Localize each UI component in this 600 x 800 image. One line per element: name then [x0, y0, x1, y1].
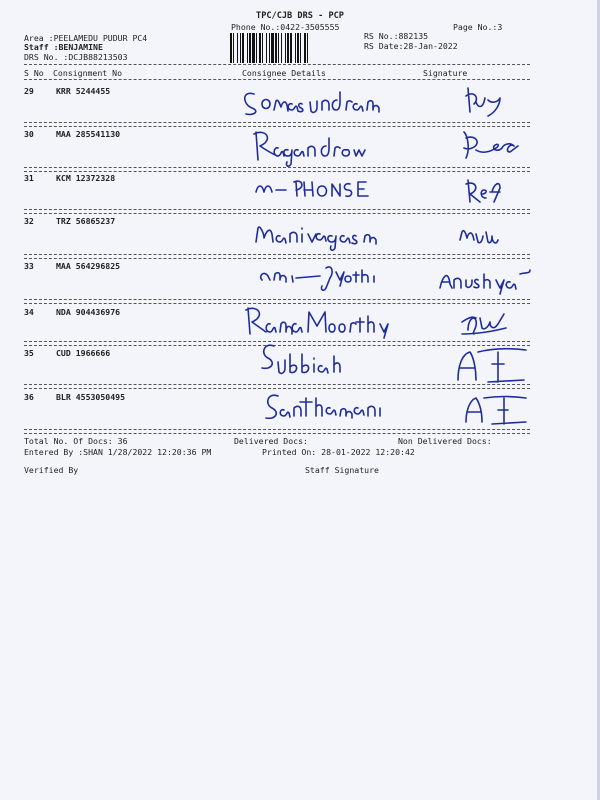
phone-number: Phone No.:0422-3505555: [231, 22, 340, 32]
row-sno: 32: [24, 216, 34, 226]
col-consignment: Consignment No: [53, 68, 123, 78]
row-consignment: TRZ 56865237: [56, 216, 116, 226]
row-sno: 34: [24, 307, 34, 317]
drs-number: DRS No. :DCJB88213503: [24, 52, 128, 62]
row-consignment: KRR 5244455: [56, 86, 111, 96]
row-divider: [24, 429, 530, 434]
receiver-signature: [456, 222, 506, 248]
consignee-signature: [248, 124, 408, 168]
printed-on: Printed On: 28-01-2022 12:20:42: [262, 447, 415, 457]
row-consignment: KCM 12372328: [56, 173, 116, 183]
receiver-signature: [458, 302, 518, 338]
delivered-docs: Delivered Docs:: [234, 436, 308, 446]
area-field: Area :PEELAMEDU PUDUR PC4: [24, 33, 148, 43]
consignee-signature: [256, 338, 396, 386]
consignee-signature: [240, 298, 420, 342]
receiver-signature: [462, 84, 522, 120]
header-rule: [24, 64, 530, 65]
col-sno: S No: [24, 68, 44, 78]
col-signature: Signature: [423, 68, 468, 78]
total-docs: Total No. Of Docs: 36: [24, 436, 128, 446]
receiver-signature: [436, 260, 536, 296]
rs-date: RS Date:28-Jan-2022: [364, 41, 458, 51]
staff-field: Staff :BENJAMINE: [24, 42, 103, 52]
row-sno: 31: [24, 173, 34, 183]
page-number: Page No.:3: [453, 22, 503, 32]
document-title: TPC/CJB DRS - PCP: [256, 11, 344, 21]
consignee-signature: [262, 388, 402, 428]
receiver-signature: [448, 344, 534, 386]
consignee-signature: [240, 80, 420, 120]
row-sno: 36: [24, 392, 34, 402]
row-sno: 29: [24, 86, 34, 96]
row-consignment: CUD 1966666: [56, 348, 111, 358]
receiver-signature: [458, 392, 534, 428]
row-sno: 30: [24, 129, 34, 139]
entered-by: Entered By :SHAN 1/28/2022 12:20:36 PM: [24, 447, 212, 457]
col-consignee: Consignee Details: [242, 68, 326, 78]
row-sno: 33: [24, 261, 34, 271]
staff-signature-label: Staff Signature: [305, 465, 379, 475]
barcode-image: [229, 33, 359, 63]
non-delivered-docs: Non Delivered Docs:: [398, 436, 492, 446]
consignee-signature: [250, 216, 410, 252]
row-consignment: BLR 4553050495: [56, 392, 126, 402]
consignee-signature: [256, 258, 416, 292]
row-consignment: NDA 904436976: [56, 307, 121, 317]
row-consignment: MAA 285541130: [56, 129, 121, 139]
verified-by: Verified By: [24, 465, 79, 475]
rs-number: RS No.:882135: [364, 31, 429, 41]
receiver-signature: [458, 128, 528, 164]
receiver-signature: [462, 176, 512, 206]
row-consignment: MAA 564296825: [56, 261, 121, 271]
consignee-signature: [250, 170, 390, 204]
row-divider: [24, 209, 530, 214]
row-sno: 35: [24, 348, 34, 358]
